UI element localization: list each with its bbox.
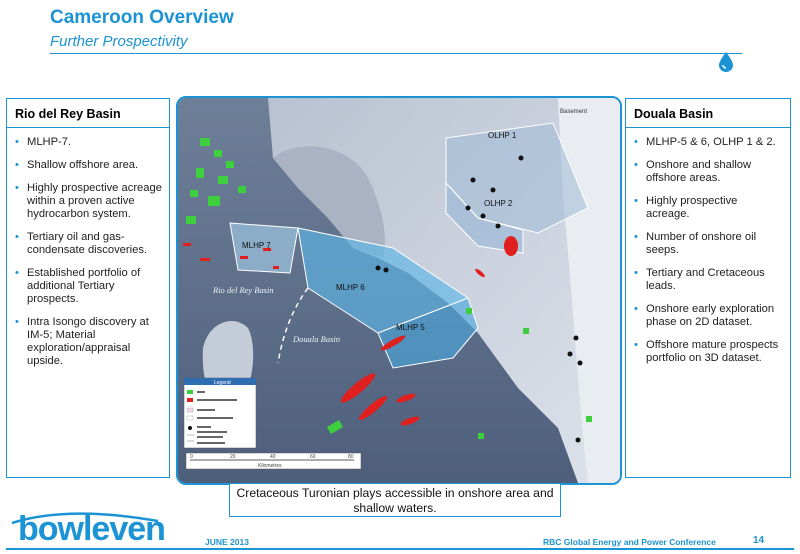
map-canvas bbox=[178, 98, 620, 483]
olhp2-label: OLHP 2 bbox=[484, 199, 513, 208]
bullet-item: • Highly prospective acreage within a proven active hydrocarbon system. bbox=[27, 182, 163, 221]
scale-bar bbox=[186, 453, 361, 469]
douala-panel bbox=[625, 98, 791, 478]
rio-del-rey-title: Rio del Rey Basin bbox=[15, 107, 121, 121]
page-subtitle: Further Prospectivity bbox=[50, 33, 188, 50]
company-logo: bowleven bbox=[18, 510, 165, 548]
bullet-item: • Tertiary oil and gas-condensate discoveries. bbox=[27, 231, 163, 257]
scale-unit: Kilometres bbox=[258, 463, 282, 469]
scale-tick: 60 bbox=[310, 454, 316, 460]
rio-del-rey-bullets bbox=[7, 136, 169, 368]
scale-tick: 40 bbox=[270, 454, 276, 460]
bullet-item: • Shallow offshore area. bbox=[27, 159, 163, 172]
douala-map-label: Douala Basin bbox=[293, 334, 340, 344]
water-drop-icon bbox=[714, 50, 738, 74]
footer-date: JUNE 2013 bbox=[205, 537, 249, 547]
map-caption: Cretaceous Turonian plays accessible in onshore area and shallow waters. bbox=[229, 483, 561, 517]
panel-divider bbox=[7, 127, 169, 128]
panel-divider bbox=[626, 127, 790, 128]
header-divider bbox=[50, 53, 742, 54]
bullet-item: • MLHP-5 & 6, OLHP 1 & 2. bbox=[646, 136, 784, 149]
bullet-item: • Highly prospective acreage. bbox=[646, 195, 784, 221]
bullet-item: • Number of onshore oil seeps. bbox=[646, 231, 784, 257]
map-legend bbox=[184, 378, 256, 448]
douala-title: Douala Basin bbox=[634, 107, 714, 121]
rio-del-rey-panel bbox=[6, 98, 170, 478]
scale-tick: 80 bbox=[348, 454, 354, 460]
page-title: Cameroon Overview bbox=[50, 7, 234, 28]
scale-tick: 0 bbox=[190, 454, 193, 460]
basin-map bbox=[176, 96, 622, 485]
rio-del-rey-map-label: Rio del Rey Basin bbox=[213, 285, 274, 295]
bullet-item: • Established portfolio of additional Tertiary prospects. bbox=[27, 267, 163, 306]
bullet-item: • MLHP-7. bbox=[27, 136, 163, 149]
bullet-item: • Tertiary and Cretaceous leads. bbox=[646, 267, 784, 293]
page-number: 14 bbox=[753, 535, 765, 546]
basement-label: Basement bbox=[560, 109, 588, 115]
bullet-item: • Onshore and shallow offshore areas. bbox=[646, 159, 784, 185]
legend-title: Legend bbox=[214, 380, 231, 386]
bullet-item: • Offshore mature prospects portfolio on 3D dataset. bbox=[646, 339, 784, 365]
footer-conference: RBC Global Energy and Power Conference bbox=[543, 537, 716, 547]
footer-divider bbox=[6, 548, 794, 550]
mlhp5-label: MLHP 5 bbox=[396, 323, 425, 332]
olhp1-label: OLHP 1 bbox=[488, 131, 517, 140]
scale-tick: 20 bbox=[230, 454, 236, 460]
bullet-item: • Onshore early exploration phase on 2D dataset. bbox=[646, 303, 784, 329]
mlhp6-label: MLHP 6 bbox=[336, 283, 365, 292]
bullet-item: • Intra Isongo discovery at IM-5; Material exploration/appraisal upside. bbox=[27, 316, 163, 368]
douala-bullets bbox=[626, 136, 790, 365]
mlhp7-label: MLHP 7 bbox=[242, 241, 271, 250]
